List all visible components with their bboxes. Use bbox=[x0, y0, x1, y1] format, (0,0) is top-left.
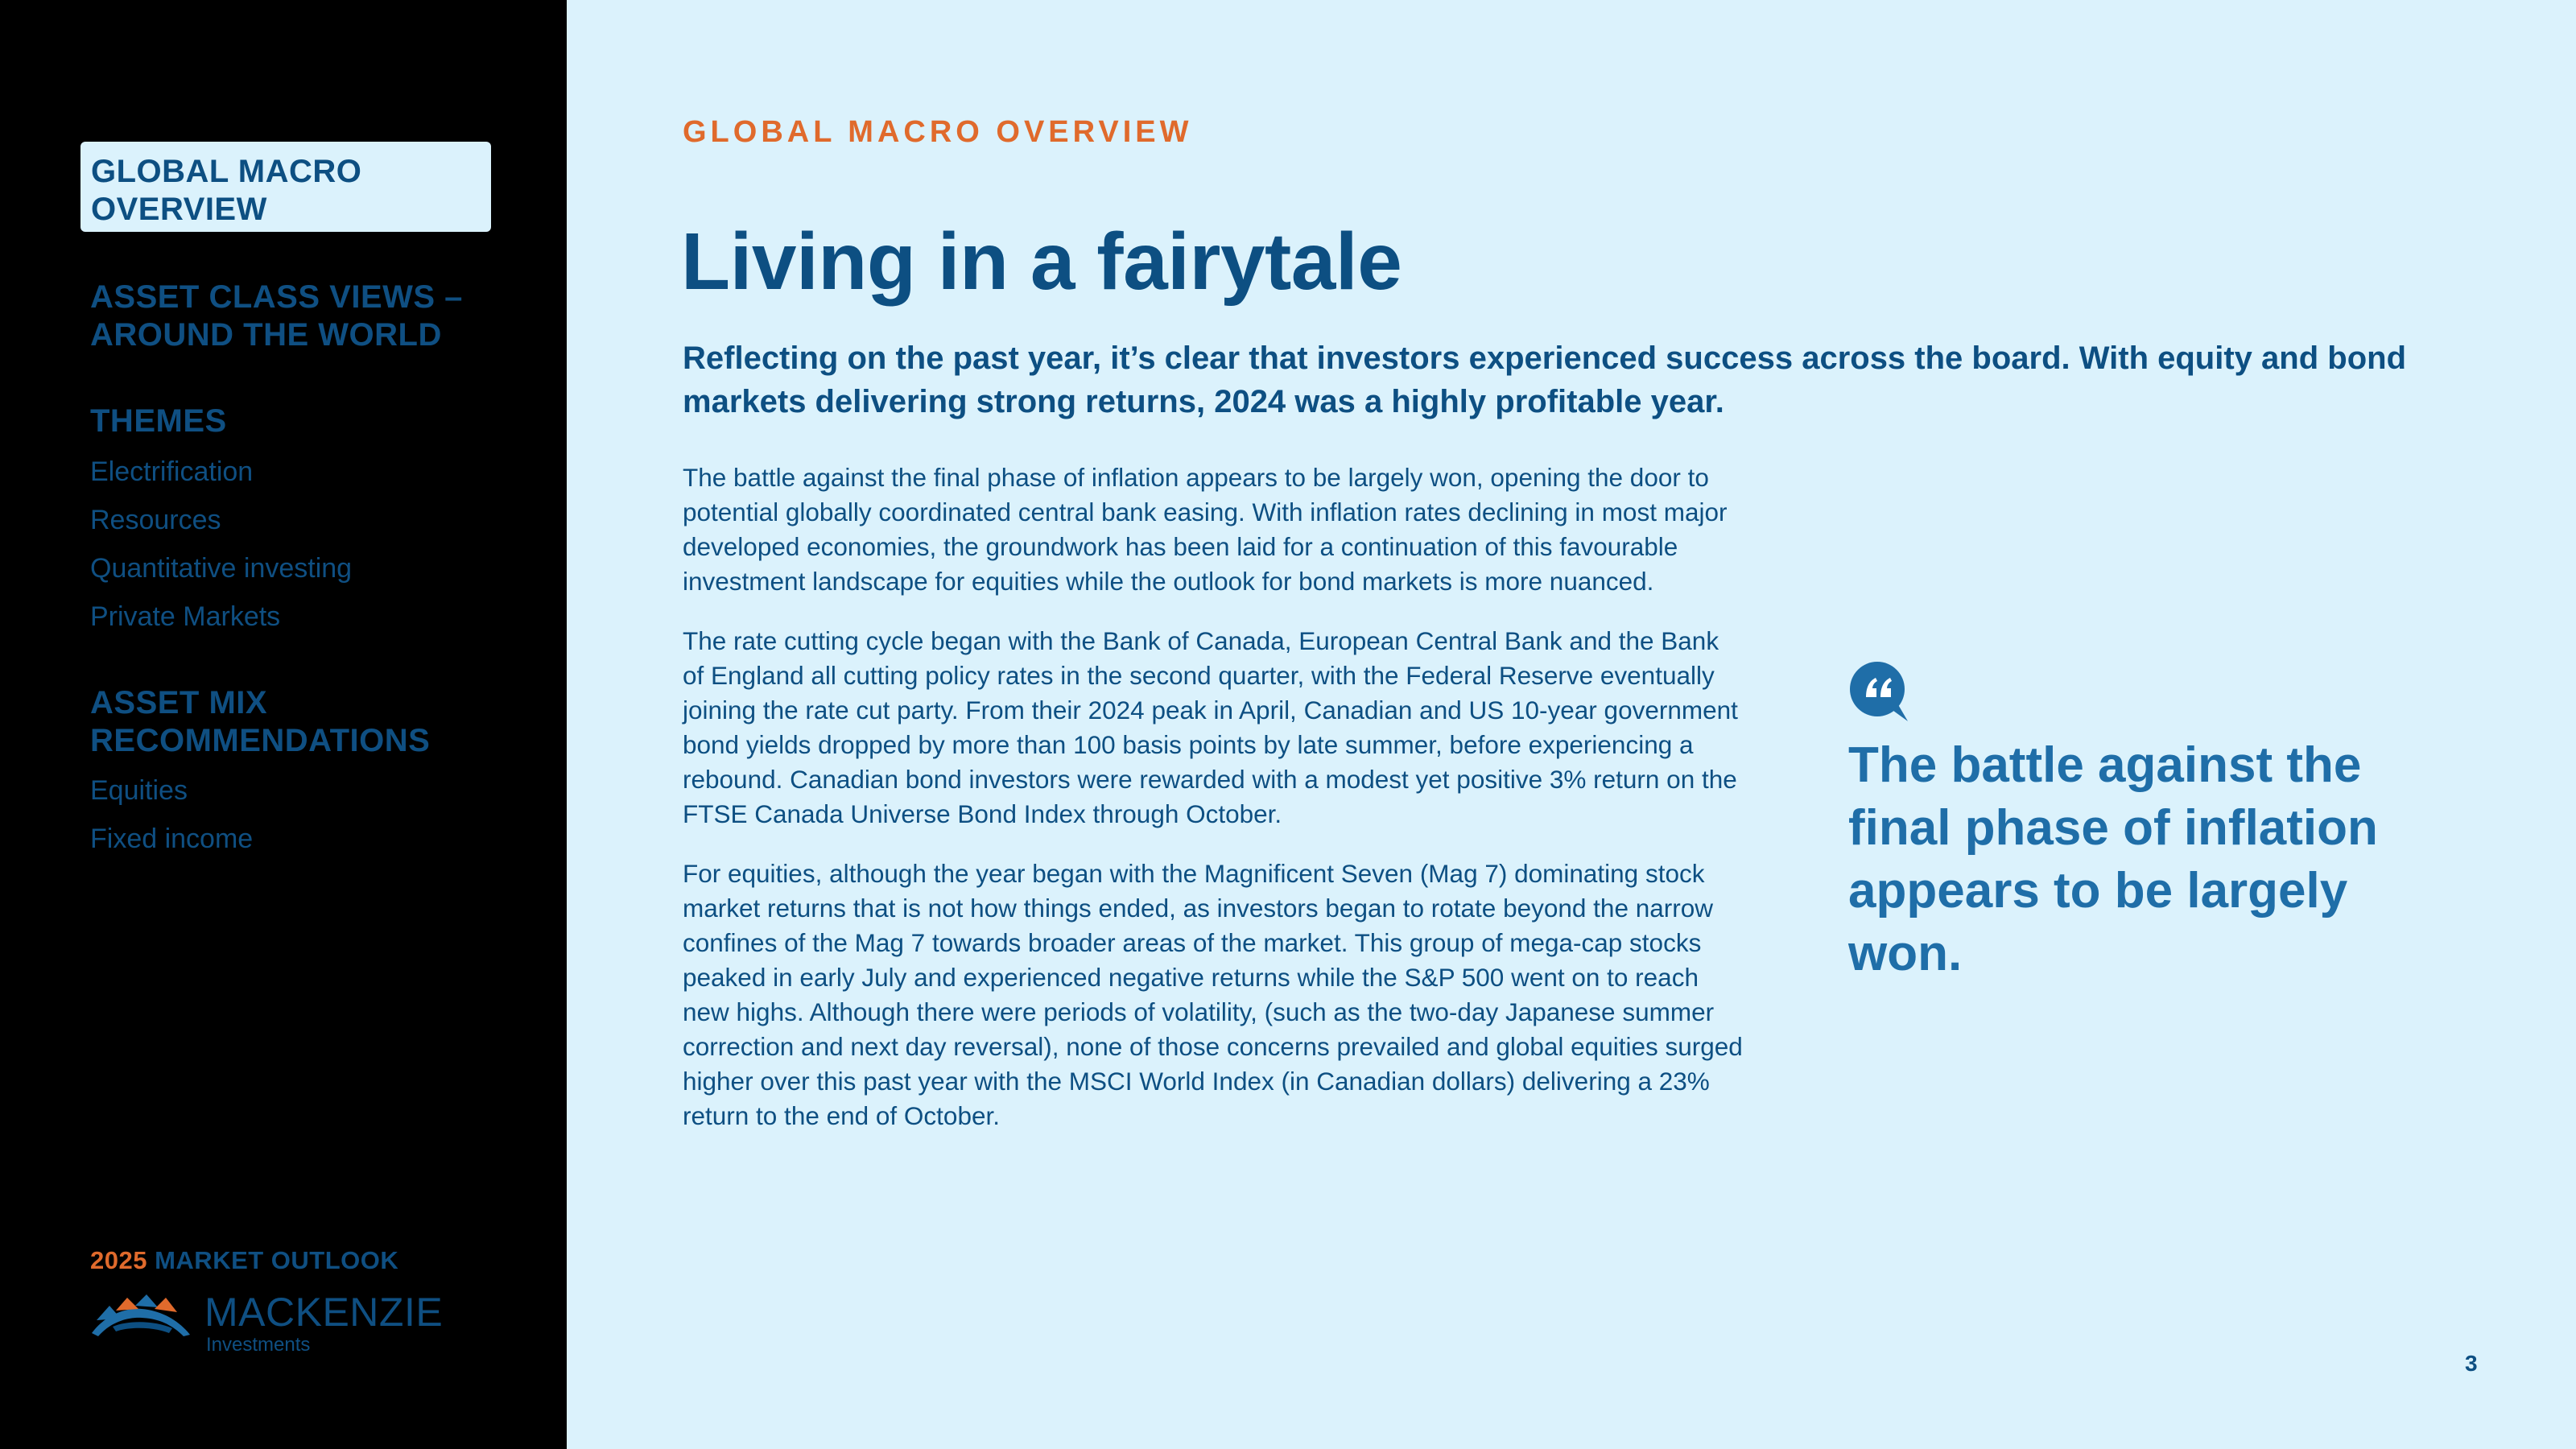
nav-item-resources[interactable]: Resources bbox=[90, 505, 221, 535]
body-paragraph: The battle against the final phase of inflation appears to be largely won, opening the door to potential globally coordinated central bank easing. With inflation rates declining in most major developed economies, the groundwork has been laid for a continuation of this favourable investment landscape for equities while the outlook for bond markets is more nuanced. bbox=[683, 463, 1728, 596]
mackenzie-logo bbox=[89, 1288, 459, 1362]
nav-item-global-macro-overview[interactable] bbox=[80, 142, 491, 232]
page-title: Living in a fairytale bbox=[681, 217, 1402, 307]
nav-item-private-markets[interactable]: Private Markets bbox=[90, 601, 281, 632]
nav-item-label: GLOBAL MACRO OVERVIEW bbox=[91, 154, 362, 227]
section-kicker: GLOBAL MACRO OVERVIEW bbox=[683, 115, 1193, 149]
quote-bubble-icon bbox=[1848, 660, 1913, 724]
body-paragraph: For equities, although the year began with the Magnificent Seven (Mag 7) dominating stock market returns that is not how things ended, as investors began to rotate beyond the narrow confines of the Mag 7 towards broader areas of the market. This group of mega-cap stocks peaked in early July and experienced negative returns while the S&P 500 went on to reach new highs. Although there were periods of volatility, (such as the two-day Japanese summer correction and next day reversal), none of those concerns prevailed and global equities surged higher over this past year with the MSCI World Index (in Canadian dollars) delivering a 23% return to the end of October. bbox=[683, 859, 1743, 1130]
outlook-text: MARKET OUTLOOK bbox=[155, 1246, 399, 1274]
logo-subtitle: Investments bbox=[206, 1334, 311, 1356]
nav-item-electrification[interactable]: Electrification bbox=[90, 456, 254, 487]
body-text bbox=[683, 460, 1745, 1158]
logo-wordmark: MACKENZIE bbox=[204, 1290, 444, 1335]
outlook-year: 2025 bbox=[90, 1246, 147, 1274]
nav-section-themes[interactable]: THEMES bbox=[90, 403, 227, 439]
page-number: 3 bbox=[2465, 1351, 2478, 1376]
nav-section-asset-mix-recommendations[interactable]: ASSET MIX RECOMMENDATIONS bbox=[90, 685, 431, 758]
nav-item-equities[interactable]: Equities bbox=[90, 775, 188, 806]
lede-paragraph: Reflecting on the past year, it’s clear that investors experienced success across the board. With equity and bond markets delivering strong returns, 2024 was a highly profitable year. bbox=[683, 341, 2406, 419]
body-paragraph: The rate cutting cycle began with the Bank of Canada, European Central Bank and the Bank of England all cutting policy rates in the second quarter, with the Federal Reserve eventually joining the rate cut party. From their 2024 peak in April, Canadian and US 10-year government bond yields dropped by more than 100 basis points by late summer, before experiencing a rebound. Canadian bond investors were rewarded with a modest yet positive 3% return on the FTSE Canada Universe Bond Index through October. bbox=[683, 626, 1738, 828]
mackenzie-logo-icon bbox=[89, 1288, 193, 1352]
market-outlook-label bbox=[90, 1245, 398, 1277]
sidebar-nav bbox=[0, 0, 567, 1449]
nav-item-fixed-income[interactable]: Fixed income bbox=[90, 824, 254, 854]
pull-quote: The battle against the final phase of inflation appears to be largely won. bbox=[1848, 737, 2378, 981]
nav-item-quantitative-investing[interactable]: Quantitative investing bbox=[90, 553, 353, 584]
nav-section-asset-class-views[interactable]: ASSET CLASS VIEWS – AROUND THE WORLD bbox=[90, 279, 463, 353]
